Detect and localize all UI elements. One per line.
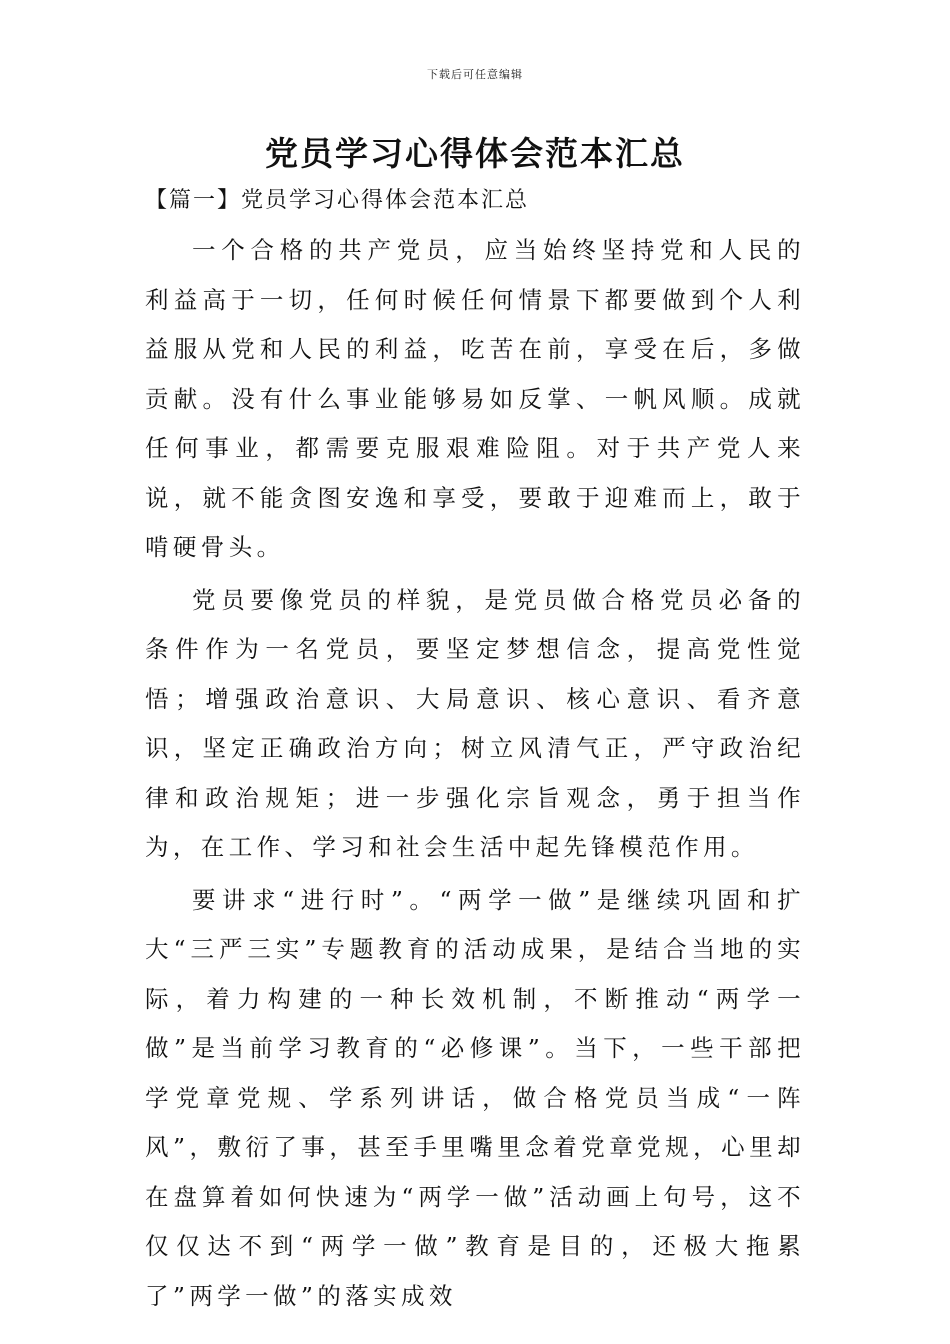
paragraph-2: 党员要像党员的样貌，是党员做合格党员必备的条件作为一名党员，要坚定梦想信念，提高党性觉悟；增强政治意识、大局意识、核心意识、看齐意识，坚定正确政治方向；树立风清气正，严守政治纪律和政治规矩；进一步强化宗旨观念，勇于担当作为，在工作、学习和社会生活中起先锋模范作用。 xyxy=(145,585,805,861)
document-body xyxy=(145,226,805,1324)
header-note: 下载后可任意编辑 xyxy=(427,68,523,81)
paragraph-3: 要讲求“进行时”。“两学一做”是继续巩固和扩大“三严三实”专题教育的活动成果，是结合当地的实际，着力构建的一种长效机制，不断推动“两学一做”是当前学习教育的“必修课”。当下，一些干部把学党章党规、学系列讲话，做合格党员当成“一阵风”，敷衍了事，甚至手里嘴里念着党章党规，心里却在盘算着如何快速为“两学一做”活动画上句号，这不仅仅达不到“两学一做”教育是目的，还极大拖累了”两学一做”的落实成效 xyxy=(145,885,805,1310)
section-heading: 【篇一】党员学习心得体会范本汇总 xyxy=(145,188,530,213)
paragraph-1: 一个合格的共产党员，应当始终坚持党和人民的利益高于一切，任何时候任何情景下都要做到个人利益服从党和人民的利益，吃苦在前，享受在后，多做贡献。没有什么事业能够易如反掌、一帆风顺。成就任何事业，都需要克服艰难险阻。对于共产党人来说，就不能贪图安逸和享受，要敢于迎难而上，敢于啃硬骨头。 xyxy=(145,236,805,561)
document-title: 党员学习心得体会范本汇总 xyxy=(265,134,685,173)
